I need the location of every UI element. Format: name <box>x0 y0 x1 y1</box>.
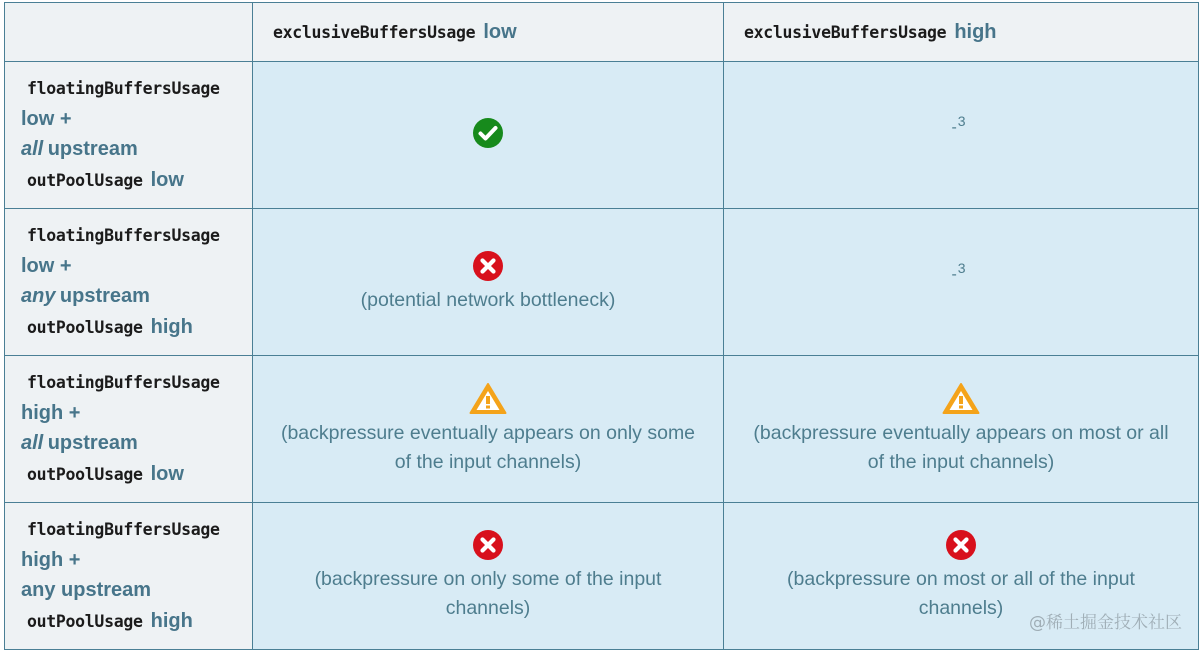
column-header-exclusive-low <box>253 3 724 62</box>
warning-triangle-icon <box>942 382 980 415</box>
cell-low <box>253 503 724 650</box>
table-row <box>5 503 1199 650</box>
cell-high <box>724 62 1199 209</box>
level-label: high + <box>21 548 81 571</box>
footnote-ref: 3 <box>957 260 966 276</box>
code-label: outPoolUsage <box>27 170 143 190</box>
quantifier-label: any <box>21 285 56 307</box>
level-label: low <box>483 20 517 43</box>
row-header <box>5 62 253 209</box>
code-label: exclusiveBuffersUsage <box>273 22 476 42</box>
upstream-label: upstream <box>47 432 138 454</box>
check-circle-icon <box>472 117 504 149</box>
column-header-exclusive-high <box>724 3 1199 62</box>
quantifier-label: all <box>21 138 44 160</box>
cell-text: (backpressure on most or all of the input channels) <box>787 568 1135 619</box>
buffer-usage-matrix <box>4 2 1199 650</box>
cell-text: (backpressure eventually appears on only some of the input channels) <box>280 421 696 473</box>
code-label: outPoolUsage <box>27 464 143 484</box>
level-label: low <box>150 168 184 191</box>
header-row <box>5 3 1199 62</box>
cell-text: (backpressure on only some of the input channels) <box>314 568 662 619</box>
level-label: low <box>150 462 184 485</box>
code-label: outPoolUsage <box>27 611 143 631</box>
code-label: floatingBuffersUsage <box>27 373 220 392</box>
table-row <box>5 356 1199 503</box>
row-header <box>5 503 253 650</box>
code-label: outPoolUsage <box>27 317 143 337</box>
cell-high <box>724 356 1199 503</box>
table-row <box>5 209 1199 356</box>
level-label: high + <box>21 401 81 424</box>
dash-text: - <box>951 266 957 283</box>
x-circle-icon <box>945 529 977 561</box>
cell-low <box>253 209 724 356</box>
upstream-label: upstream <box>59 285 150 307</box>
watermark: @稀土掘金技术社区 <box>1029 613 1182 633</box>
warning-triangle-icon <box>469 382 507 415</box>
code-label: exclusiveBuffersUsage <box>744 22 947 42</box>
cell-text: (potential network bottleneck) <box>360 288 616 311</box>
level-label: low + <box>21 107 72 130</box>
x-circle-icon <box>472 529 504 561</box>
dash-text: - <box>951 119 957 136</box>
cell-low <box>253 356 724 503</box>
row-header <box>5 356 253 503</box>
table-row <box>5 62 1199 209</box>
footnote-ref: 3 <box>957 113 966 129</box>
cell-text: (backpressure eventually appears on most or all of the input channels) <box>753 421 1169 473</box>
x-circle-icon <box>472 250 504 282</box>
row-header <box>5 209 253 356</box>
level-label: high <box>150 315 193 338</box>
upstream-label: upstream <box>47 138 138 160</box>
level-label: high <box>150 609 193 632</box>
code-label: floatingBuffersUsage <box>27 79 220 98</box>
cell-low <box>253 62 724 209</box>
cell-high <box>724 209 1199 356</box>
corner-cell <box>5 3 253 62</box>
level-label: high <box>954 20 997 43</box>
code-label: floatingBuffersUsage <box>27 520 220 539</box>
upstream-label: any upstream <box>21 579 152 601</box>
quantifier-label: all <box>21 432 44 454</box>
level-label: low + <box>21 254 72 277</box>
code-label: floatingBuffersUsage <box>27 226 220 245</box>
